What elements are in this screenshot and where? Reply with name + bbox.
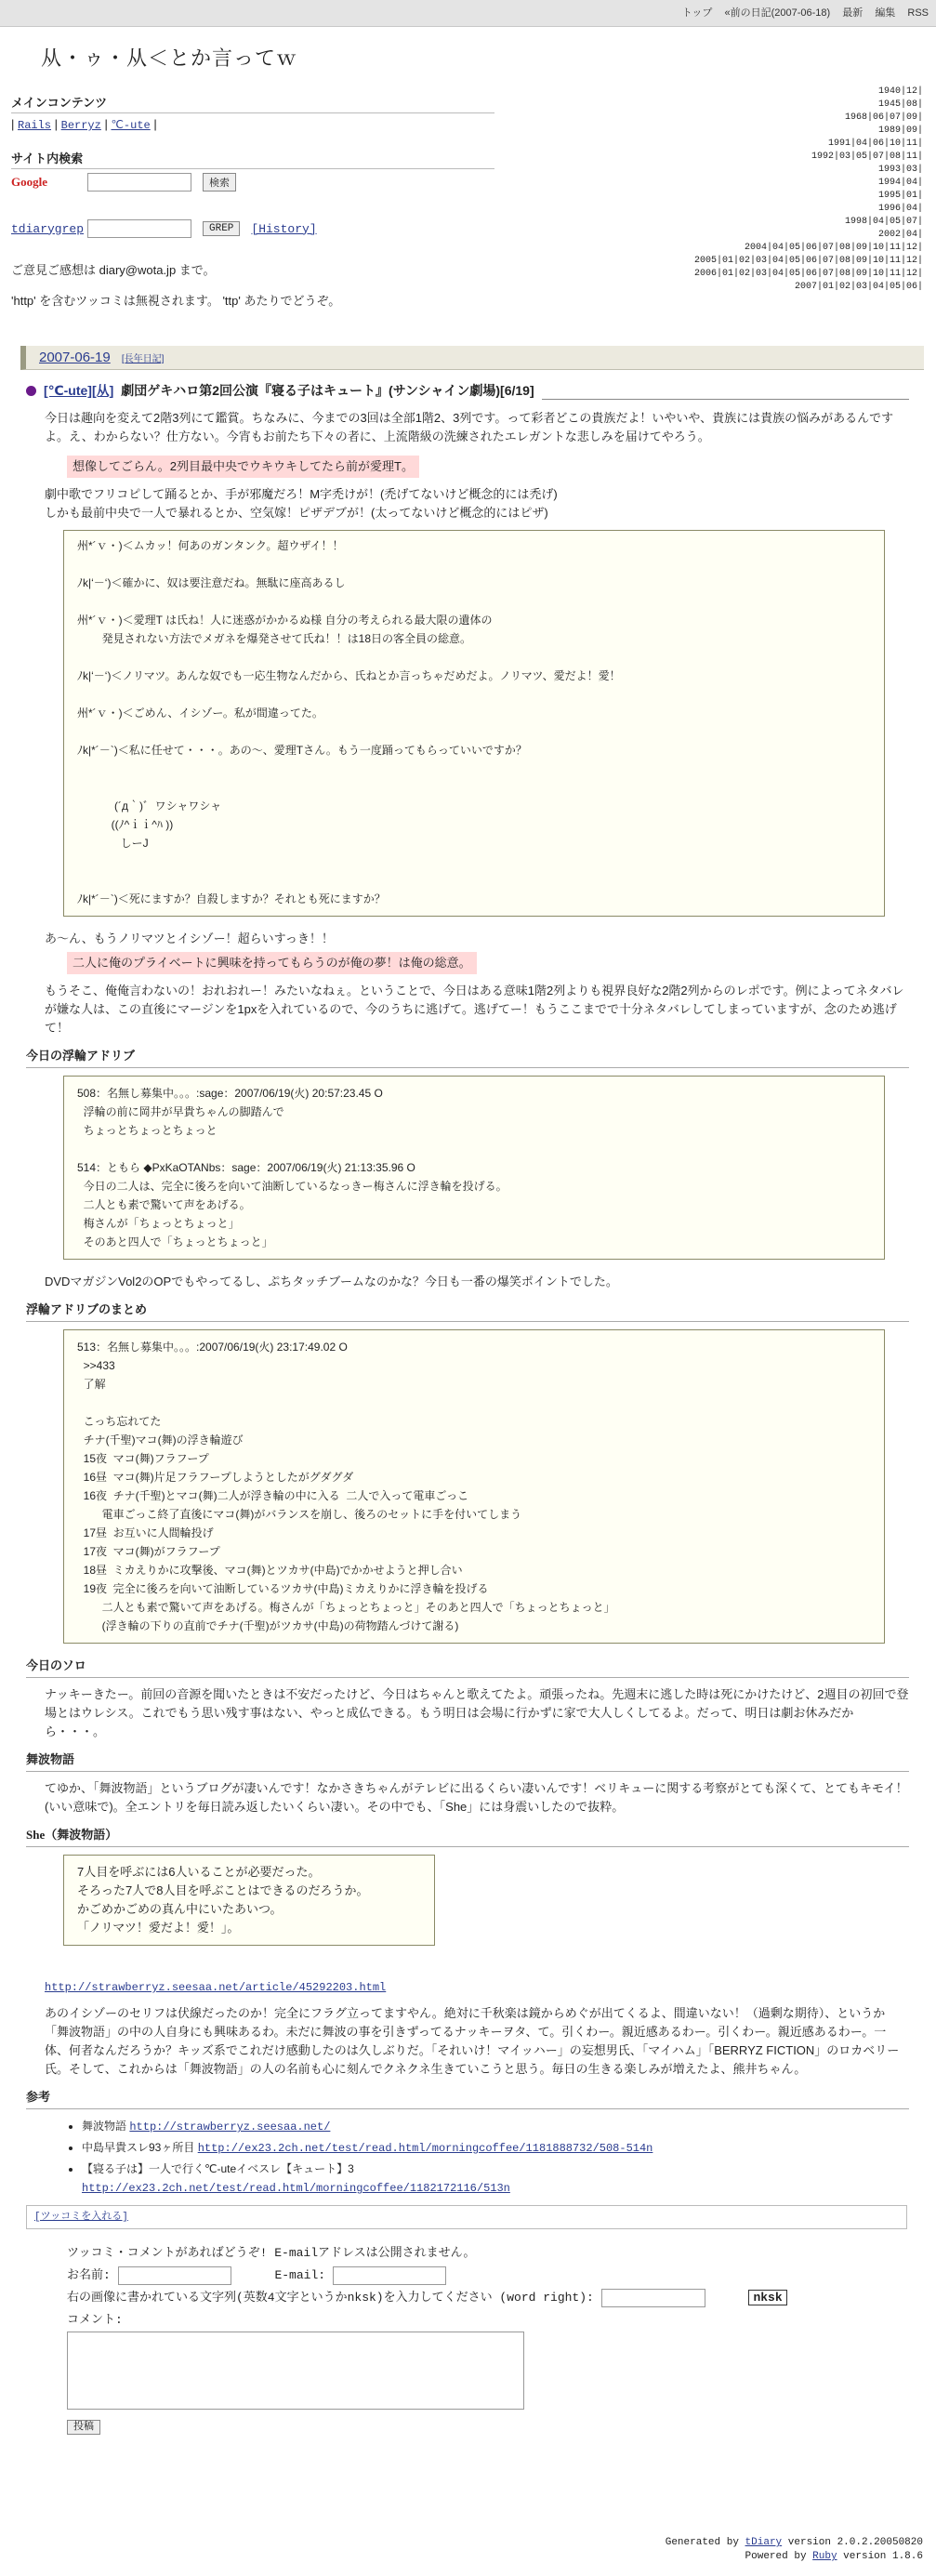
box-line: 514：ともら ◆PxKaOTANbs：sage：2007/06/19(火) 21:13:35.96 O xyxy=(77,1161,415,1174)
divider xyxy=(11,168,494,169)
site-title: 从・ゥ・从＜とか言ってｗ xyxy=(41,46,298,70)
nav-prev-day-link[interactable]: «前の日記(2007-06-18) xyxy=(724,7,831,19)
box-line: 州*´ｖ・)＜ムカッ！何あのガンタンク。超ウザイ！！ xyxy=(77,539,344,552)
submit-button[interactable]: 投稿 xyxy=(67,2420,100,2435)
captcha-input[interactable] xyxy=(601,2289,705,2307)
box-line: チナ(千聖)マコ(舞)の浮き輪遊び xyxy=(77,1433,244,1447)
captcha-label: 右の画像に書かれている文字列(英数4文字というかnksk)を入力してください (word right): xyxy=(67,2291,594,2305)
calendar-row[interactable]: 1995|01| xyxy=(877,191,923,201)
section-tags[interactable]: [℃-ute][从] xyxy=(44,383,114,398)
box-line: 16昼 マコ(舞)片足フラフープしようとしたがグダグダ xyxy=(77,1471,354,1484)
she-article-link[interactable]: http://strawberryz.seesaa.net/article/45292203.html xyxy=(45,1981,387,1994)
paragraph: あ～ん、もうノリマツとイシゾー！超らいすっき！！ xyxy=(45,931,334,945)
box-line: 発見されない方法でメガネを爆発させて氏ね！！は18日の客全員の総意。 xyxy=(77,632,472,645)
tsukkomi-bar xyxy=(26,2205,907,2229)
bullet-icon xyxy=(26,386,36,396)
email-label: E-mail: xyxy=(274,2268,326,2282)
box-line: 19夜 完全に後ろを向いて油断しているツカサ(中島)ミカえりかに浮き輪を投げる xyxy=(77,1582,489,1595)
tdiarygrep-link[interactable]: tdiarygrep xyxy=(11,221,85,236)
box-line: 508：名無し募集中。。。:sage：2007/06/19(火) 20:57:23.45 O xyxy=(77,1087,383,1100)
cute-link[interactable]: ℃-ute xyxy=(111,119,151,132)
comment-intro: ツッコミ・コメントがあればどうぞ! E-mailアドレスは公開されません。 xyxy=(67,2246,476,2260)
highlight: 二人に俺のプライベートに興味を持ってもらうのが俺の夢！は俺の総意。 xyxy=(67,952,477,974)
box-line: そろった7人で8人目を呼ぶことはできるのだろうか。 xyxy=(77,1883,369,1897)
box-line: 州*´ｖ・)＜愛理T は氏ね！人に迷惑がかかるぬ様 自分の考えられる最大限の遺体の xyxy=(77,614,493,627)
paragraph: 劇中歌でフリコピして踊るとか、手が邪魔だろ！M字禿けが！(禿げてないけど概念的には禿げ) xyxy=(45,487,558,501)
http-note: 'http' を含むツッコミは無視されます。 'ttp' あたりでどうぞ。 xyxy=(11,294,341,308)
box-line: 浮輪の前に岡井が早貴ちゃんの脚踏んで xyxy=(77,1105,284,1118)
captcha-image: nksk xyxy=(748,2290,786,2305)
section-heading-text: 劇団ゲキハロ第2回公演『寝る子はキュート』(サンシャイン劇場)[6/19] xyxy=(121,383,534,398)
subsection-title: She（舞波物語） xyxy=(26,1826,909,1847)
calendar-row[interactable]: 1991|04|06|10|11| xyxy=(827,139,923,149)
box-line xyxy=(77,1140,871,1158)
list-item: • 舞波物語 http://strawberryz.seesaa.net/ xyxy=(82,2117,909,2136)
calendar-row[interactable]: 2004|04|05|06|07|08|09|10|11|12| xyxy=(744,243,923,253)
name-input[interactable] xyxy=(118,2266,231,2285)
site-search-heading: サイト内検索 xyxy=(11,152,84,165)
box-line: こっち忘れてた xyxy=(77,1415,162,1428)
day-heading xyxy=(20,346,924,370)
nav-edit-link[interactable]: 編集 xyxy=(875,7,896,19)
tsukkomi-link[interactable]: [ツッコミを入れる] xyxy=(34,2212,128,2223)
name-label: お名前: xyxy=(67,2268,111,2282)
berryz-link[interactable]: Berryz xyxy=(60,119,101,132)
box-line: 18昼 ミカえりかに攻撃後、マコ(舞)とツカサ(中島)でかかせようと押し合い xyxy=(77,1564,463,1577)
box-line: 今日の二人は、完全に後ろを向いて油断しているなっきー梅さんに浮き輪を投げる。 xyxy=(77,1180,508,1193)
quote-box xyxy=(63,1329,885,1644)
calendar-row[interactable]: 1992|03|05|07|08|11| xyxy=(811,152,923,162)
box-line xyxy=(77,592,871,611)
paragraph: 今日は趣向を変えて2階3列にて鑑賞。ちなみに、今までの3回は全部1階2、3列です。って彩者どこの貴族だよ！いやいや、貴族には貴族の悩みがあるんですよ。え、わからない？仕方ない。今宵もお前たち下々の者に、上流階級の洗練されたエレガントな悲しみを届けてやろう。 xyxy=(45,411,894,443)
main-contents-heading: メインコンテンツ xyxy=(11,96,108,110)
paragraph: しかも最前中央で一人で暴れるとか、空気嫁！ピザデブが！(太ってないけど概念的にはピザ) xyxy=(45,506,548,520)
box-line: ﾉk|*´－`)＜私に任せて・・・。あの～、愛理Tさん。もう一度踊ってもらっていいですか？ xyxy=(77,744,527,757)
paragraph: ナッキーきたー。前回の音源を聞いたときは不安だったけど、今日はちゃんと歌えてたよ。頑張ったね。先週末に逃した時は死にかけたけど、2週目の初回で登場とはウレシス。これでもう思い残す事はない、やっと成仏できる。もう明日は会場に行かずに家で大人しくしてるよ。だって、明日は劇お休みだから・・・。 xyxy=(45,1687,909,1738)
nav-latest-link[interactable]: 最新 xyxy=(842,7,863,19)
box-line: 二人とも素で驚いて声をあげる。梅さんが「ちょっとちょっと」そのあと四人で「ちょっとちょっと」 xyxy=(77,1601,615,1614)
box-line: >>433 xyxy=(77,1359,115,1372)
comment-textarea[interactable] xyxy=(67,2332,524,2410)
day-date-link[interactable]: 2007-06-19 xyxy=(39,350,111,365)
box-line: 7人目を呼ぶには6人いることが必要だった。 xyxy=(77,1865,321,1879)
box-line: ﾉk|*´－`)＜死にますか？自殺しますか？それとも死にますか？ xyxy=(77,892,386,905)
box-line: かごめかごめの真ん中にいたあいつ。 xyxy=(77,1902,283,1916)
quote-box xyxy=(63,1076,885,1260)
box-line: 16夜 チナ(千聖)とマコ(舞)二人が浮き輪の中に入る 二人で入って電車ごっこ xyxy=(77,1489,469,1502)
footer: Generated by tDiary version 2.0.2.20050820 Powered by Ruby version 1.8.6 xyxy=(665,2537,923,2562)
sidebar xyxy=(11,93,494,309)
box-line xyxy=(77,1394,871,1412)
ruby-link[interactable]: Ruby xyxy=(812,2551,837,2562)
box-line xyxy=(77,648,871,667)
quote-box xyxy=(63,1855,435,1946)
calendar-row[interactable]: 1968|06|07|09| xyxy=(844,112,923,123)
calendar-row[interactable]: 2002|04| xyxy=(877,230,923,240)
subsection-title: 浮輪アドリブのまとめ xyxy=(26,1301,909,1322)
reference-list xyxy=(82,2117,909,2198)
subsection-title: 今日のソロ xyxy=(26,1657,909,1678)
nennen-link[interactable]: [長年日記] xyxy=(121,354,165,364)
grep-input[interactable] xyxy=(87,219,191,238)
calendar-row[interactable]: 1993|03| xyxy=(877,165,923,175)
ref-link[interactable]: http://ex23.2ch.net/test/read.html/morningcoffee/1182172116/513n xyxy=(82,2182,510,2195)
box-line: ﾉk|‘－‘)＜確かに、奴は要注意だね。無駄に座高あるし xyxy=(77,576,346,589)
box-line xyxy=(77,760,871,778)
box-line: ((ﾉ^ｉｉ^ﾊ )) xyxy=(77,818,174,831)
box-line: 州*´ｖ・)＜ごめん、イシゾー。私が間違ってた。 xyxy=(77,707,323,720)
calendar-row[interactable]: 2007|01|02|03|04|05|06| xyxy=(794,282,923,292)
box-line: 二人とも素で驚いて声をあげる。 xyxy=(77,1198,251,1211)
calendar-row[interactable]: 1940|12| xyxy=(877,86,923,97)
box-line: しーJ xyxy=(77,837,149,850)
paragraph: あのイシゾーのセリフは伏線だったのか！完全にフラグ立ってますやん。絶対に千秋楽は鏡からめぐが出てくるよ、間違いない！（過剰な期待）、というか「舞波物語」の中の人自身にも興味あるわ。未だに舞波の事を引きずってるナッキーヲタ、て。引くわー。親近感あるわー。引くわー。親近感あるわー。一体、何者なんだろうか？キッズ系でこれだけ感動したのは久しぶりだ。「それいけ！マイッハー」の妄想男氏、「マイハム」「BERRYZ FICTION」のロカベリー氏。そして、これからは「舞波物語」の人の名前も心に刻んでクネクネ生きていこうと思う。毎日の生きる楽しみが増えたよ、熊井ちゃん。 xyxy=(45,2006,900,2076)
calendar-row[interactable]: 1998|04|05|07| xyxy=(844,217,923,227)
list-item: • 中島早貴スレ93ヶ所目 http://ex23.2ch.net/test/read.html/morningcoffee/1181888732/508-514n xyxy=(82,2138,909,2158)
nav-top-link[interactable]: トップ xyxy=(681,7,713,19)
top-nav xyxy=(0,0,936,27)
box-line: (´д｀)ﾞ ワシャワシャ xyxy=(77,799,222,812)
box-line: 「ノリマツ！愛だよ！愛！」。 xyxy=(77,1921,240,1935)
main-links: | Rails | Berryz | ℃-ute | xyxy=(11,117,157,132)
box-line xyxy=(77,871,871,890)
box-line: ちょっとちょっとちょっと xyxy=(77,1124,218,1137)
box-line xyxy=(77,555,871,574)
calendar-row[interactable]: 1994|04| xyxy=(877,178,923,188)
highlight: 想像してごらん。2列目最中央でウキウキしてたら前が愛理T。 xyxy=(67,456,419,478)
calendar-row[interactable]: 2006|01|02|03|04|05|06|07|08|09|10|11|12| xyxy=(693,269,923,279)
box-line: そのあと四人で「ちょっとちょっと」 xyxy=(77,1235,273,1248)
rails-link[interactable]: Rails xyxy=(18,119,52,132)
box-line: 梅さんが「ちょっとちょっと」 xyxy=(77,1217,240,1230)
box-line xyxy=(77,722,871,741)
calendar-row[interactable]: 1996|04| xyxy=(877,204,923,214)
box-line xyxy=(77,778,871,797)
calendar-row[interactable]: 2005|01|02|03|04|05|06|07|08|09|10|11|12| xyxy=(693,256,923,266)
box-line xyxy=(77,852,871,871)
google-logo: Google xyxy=(11,175,47,189)
paragraph: DVDマガジンVol2のOPでもやってるし、ぷちタッチブームなのかな？今日も一番の爆笑ポイントでした。 xyxy=(45,1275,618,1288)
calendar-row[interactable]: 1989|09| xyxy=(877,125,923,136)
diary-body xyxy=(26,381,909,2438)
box-line: ﾉk|‘－‘)＜ノリマツ。あんな奴でも一応生物なんだから、氏ねとか言っちゃだめだよ。ノリマツ、愛だよ！愛！ xyxy=(77,669,621,682)
subsection-title: 参考 xyxy=(26,2088,909,2109)
box-line xyxy=(77,685,871,704)
ref-link[interactable]: http://strawberryz.seesaa.net/ xyxy=(129,2120,331,2133)
email-input[interactable] xyxy=(333,2266,446,2285)
divider xyxy=(11,112,494,113)
comment-form xyxy=(67,2242,909,2438)
paragraph: てゆか、「舞波物語」というブログが凄いんです！なかさきちゃんがテレビに出るくらい凄いんです！ベリキューに関する考察がとても深くて、とてもキモイ！(いい意味で)。全エントリを毎日読み返したいくらい凄い。その中でも、「She」には身震いしたので抜粋。 xyxy=(45,1781,908,1814)
comment-label: コメント: xyxy=(67,2313,123,2327)
list-item: • 【寝る子は】一人で行く℃-uteイベスレ【キュート】3 http://ex23.2ch.net/test/read.html/morningcoffee/1182172116/513n xyxy=(82,2160,909,2198)
search-button[interactable]: 検索 xyxy=(203,173,236,192)
history-link[interactable]: [History] xyxy=(251,221,317,236)
nav-rss-link[interactable]: RSS xyxy=(907,7,929,19)
ref-link[interactable]: http://ex23.2ch.net/test/read.html/morningcoffee/1181888732/508-514n xyxy=(197,2142,653,2155)
dialogue-box xyxy=(63,530,885,917)
box-line: 了解 xyxy=(77,1378,106,1391)
box-line: 15夜 マコ(舞)フラフープ xyxy=(77,1452,209,1465)
subsection-title: 今日の浮輪アドリブ xyxy=(26,1047,909,1068)
box-line: 電車ごっこ終了直後にマコ(舞)がバランスを崩し、後ろのセットに手を付いてしまう xyxy=(77,1508,522,1521)
google-search-input[interactable] xyxy=(87,173,191,192)
calendar-row[interactable]: 1945|08| xyxy=(877,99,923,110)
subsection-title: 舞波物語 xyxy=(26,1750,909,1772)
box-line: 17夜 マコ(舞)がフラフープ xyxy=(77,1545,220,1558)
paragraph: もうそこ、俺俺言わないの！おれおれー！みたいなねぇ。ということで、今日はある意味1階2列よりも視界良好な2階2列からのレポです。例によってネタバレが嫌な人は、この直後にマージンを1pxを入れているので、今のうちに逃げて。逃げてー！もうここまでで十分ネタバレしてしまっていますが、念のため逃げて！ xyxy=(45,984,904,1035)
section-title xyxy=(26,381,909,400)
grep-button[interactable]: GREP xyxy=(203,221,240,236)
calendar xyxy=(694,86,923,294)
box-line: 17昼 お互いに人間輪投げ xyxy=(77,1526,214,1539)
box-line: (浮き輪の下りの直前でチナ(千聖)がツカサ(中島)の荷物踏んづけて謝る) xyxy=(77,1619,459,1632)
tdiary-link[interactable]: tDiary xyxy=(745,2537,783,2548)
contact-text: ご意見ご感想は diary@wota.jp まで。 xyxy=(11,263,216,277)
box-line: 513：名無し募集中。。。:2007/06/19(火) 23:17:49.02 O xyxy=(77,1341,348,1354)
